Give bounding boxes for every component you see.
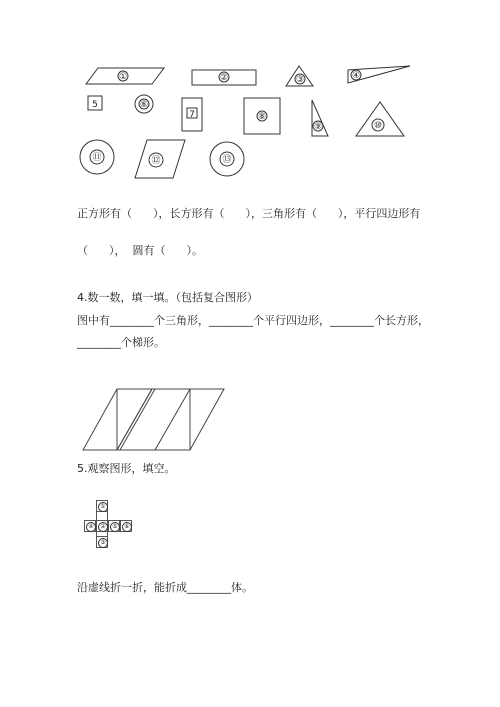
q4-title: 4.数一数，填一填。（包括复合图形） bbox=[77, 291, 258, 304]
net-face-2 bbox=[96, 520, 108, 532]
net-face-5 bbox=[108, 520, 120, 532]
shape-label-4: ④ bbox=[351, 71, 361, 81]
net-face-4 bbox=[84, 520, 96, 532]
net-label-1: ① bbox=[98, 502, 108, 512]
shape-label-1: ① bbox=[118, 72, 128, 82]
q5-title: 5.观察图形，填空。 bbox=[77, 462, 176, 475]
net-label-6: ⑥ bbox=[122, 522, 132, 532]
q3-line-1: 正方形有（ ），长方形有（ ），三角形有（ ），平行四边形有 bbox=[77, 207, 421, 220]
shape-label-2: ② bbox=[219, 73, 229, 83]
shape-label-10: ⑩ bbox=[373, 121, 383, 131]
shape-label-8: ⑧ bbox=[257, 112, 267, 122]
shape-label-5: 5 bbox=[92, 100, 98, 110]
net-face-6 bbox=[120, 520, 132, 532]
composite-parallelogram-figure bbox=[0, 380, 500, 452]
shape-label-13: ⑬ bbox=[222, 155, 232, 165]
net-face-3 bbox=[96, 536, 108, 548]
q5-answer-line: 沿虚线折一折，能折成________体。 bbox=[77, 581, 253, 594]
shape-label-11: ⑪ bbox=[92, 153, 102, 163]
shape-label-9: ⑨ bbox=[313, 122, 323, 132]
net-face-1 bbox=[96, 500, 108, 512]
shape-label-6: ⑥ bbox=[139, 100, 149, 110]
q4-line-1: 图中有________个三角形，________个平行四边形，________个长方形， bbox=[77, 314, 429, 327]
shape-label-3: ③ bbox=[295, 75, 305, 85]
net-label-4: ④ bbox=[86, 522, 96, 532]
q4-line-2: ________个梯形。 bbox=[77, 336, 165, 349]
cube-net bbox=[84, 500, 140, 550]
shapes-figure bbox=[0, 0, 500, 200]
net-label-5: ⑤ bbox=[110, 522, 120, 532]
net-label-2: ② bbox=[98, 522, 108, 532]
shape-label-12: ⑫ bbox=[151, 156, 161, 166]
shape-label-7: 7 bbox=[189, 110, 195, 120]
q3-line-2: （ ）， 圆有（ ）。 bbox=[77, 244, 203, 257]
net-label-3: ③ bbox=[98, 538, 108, 548]
